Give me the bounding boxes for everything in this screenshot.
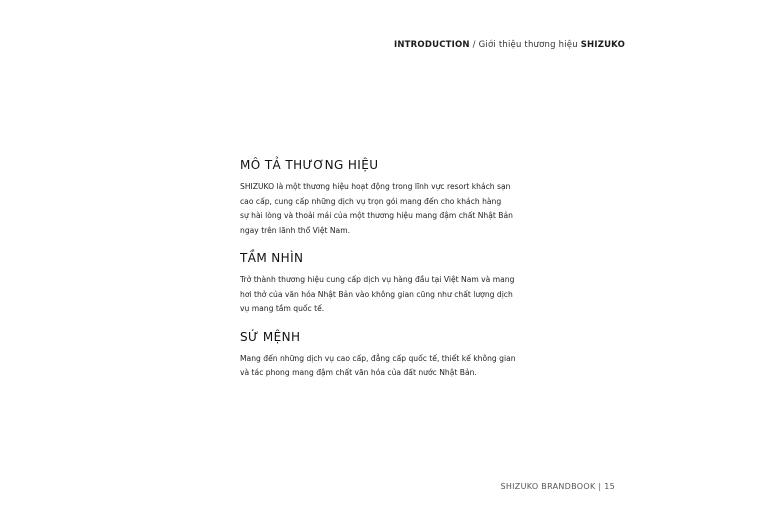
footer-brandbook-label: SHIZUKO BRANDBOOK [500, 482, 596, 491]
vision-body: Trở thành thương hiệu cung cấp dịch vụ hàng đầu tại Việt Nam và mang hơi thở của văn hóa Nhật Bản vào không gian cũng như chất lượng dịch vụ mang tầm quốc tế. [240, 275, 515, 313]
mission-title: SỨ MỆNH [240, 329, 301, 344]
brand-description-body: SHIZUKO là một thương hiệu hoạt động trong lĩnh vực resort khách sạn cao cấp, cung cấp những dịch vụ trọn gói mang đến cho khách hàng sự hài lòng và thoải mái của một thương hiệu mang đậm chất Nhật Bản ngay trên lãnh thổ Việt Nam. [240, 182, 513, 235]
page-footer [500, 482, 615, 491]
page-header [394, 40, 625, 50]
brand-description-title: MÔ TẢ THƯƠNG HIỆU [240, 158, 379, 172]
header-brand: SHIZUKO [580, 40, 625, 50]
footer-separator: | [595, 482, 605, 491]
footer-page-number: 15 [604, 482, 615, 491]
mission-body: Mang đến những dịch vụ cao cấp, đẳng cấp quốc tế, thiết kế không gian và tác phong mang đậm chất văn hóa của đất nước Nhật Bản. [240, 353, 516, 377]
header-separator: / [469, 40, 479, 50]
vision-title: TẦM NHÌN [240, 251, 304, 265]
page-content [240, 158, 560, 394]
header-subtitle: Giới thiệu thương hiệu [478, 40, 581, 50]
header-section: INTRODUCTION [394, 40, 470, 50]
